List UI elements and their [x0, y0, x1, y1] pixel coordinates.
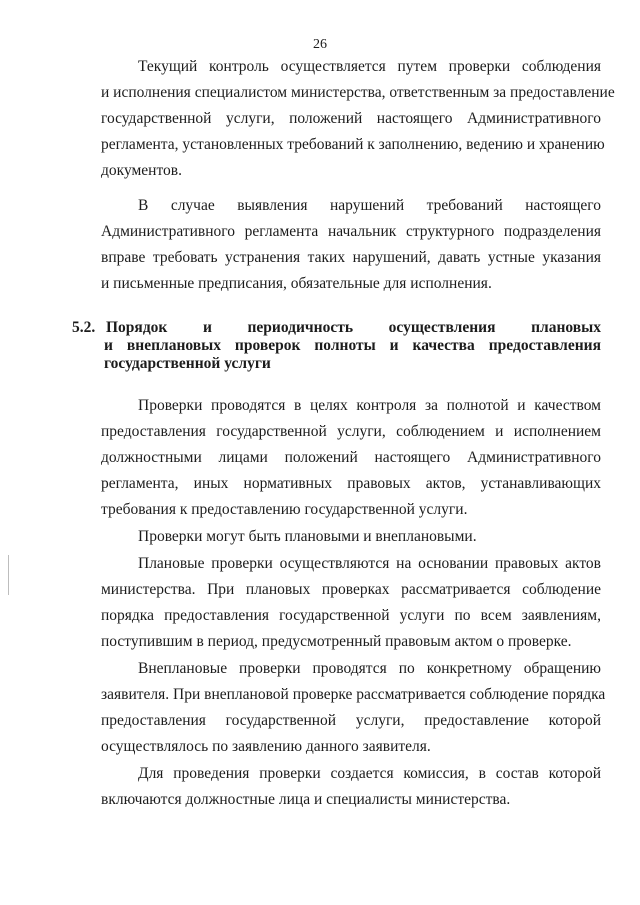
text-line: Проверки могут быть плановыми и внеплановыми.: [138, 528, 477, 545]
text-line: регламента, иных нормативных правовых актов, устанавливающих: [101, 475, 601, 492]
text-line: Проверки проводятся в целях контроля за полнотой и качеством: [138, 397, 601, 414]
page-content: [72, 54, 615, 813]
text-line: предоставления государственной услуги, предоставление которой: [101, 712, 601, 729]
paragraph-current-control: [101, 54, 615, 184]
text-line: государственной услуги, положений настоящего Административного: [101, 110, 601, 127]
text-line: вправе требовать устранения таких нарушений, давать устные указания: [101, 249, 601, 266]
heading-line: [36, 319, 601, 337]
text-line: и письменные предписания, обязательные для исполнения.: [101, 275, 492, 292]
heading-line: государственной услуги: [104, 355, 271, 372]
text-line: Для проведения проверки создается комиссия, в состав которой: [138, 765, 601, 782]
text-line: предоставления государственной услуги, соблюдением и исполнением: [101, 423, 601, 440]
text-line: министерства. При плановых проверках рассматривается соблюдение: [101, 581, 601, 598]
paragraph-violations: [101, 193, 601, 297]
page-number: 26: [313, 37, 327, 52]
paragraph-planned-checks: [101, 551, 601, 655]
paragraph-commission: [101, 761, 601, 813]
text-line: требования к предоставлению государственной услуги.: [101, 501, 468, 518]
text-line: Административного регламента начальник структурного подразделения: [101, 223, 601, 240]
section-number: 5.2.: [72, 319, 96, 336]
text-line: осуществлялось по заявлению данного заявителя.: [101, 738, 431, 755]
text-line: Текущий контроль осуществляется путем проверки соблюдения: [138, 58, 601, 75]
text-line: должностными лицами положений настоящего Административного: [101, 449, 601, 466]
paragraph-check-types: [101, 524, 601, 550]
paragraph-checks-purpose: [101, 393, 601, 523]
text-line: Плановые проверки осуществляются на основании правовых актов: [138, 555, 601, 572]
heading-line: и внеплановых проверок полноты и качества предоставления: [104, 337, 601, 354]
text-line: Внеплановые проверки проводятся по конкретному обращению: [138, 660, 601, 677]
text-line: документов.: [101, 162, 182, 179]
scan-margin-mark: [8, 555, 9, 595]
paragraph-unplanned-checks: [101, 656, 606, 760]
section-heading: [36, 319, 601, 373]
text-line: регламента, установленных требований к заполнению, ведению и хранению: [101, 136, 605, 153]
text-line: и исполнения специалистом министерства, ответственным за предоставление: [101, 84, 615, 101]
text-line: поступившим в период, предусмотренный правовым актом о проверке.: [101, 633, 572, 650]
text-line: порядка предоставления государственной услуги по всем заявлениям,: [101, 607, 601, 624]
text-line: включаются должностные лица и специалисты министерства.: [101, 791, 511, 808]
text-line: заявителя. При внеплановой проверке рассматривается соблюдение порядка: [101, 686, 606, 703]
heading-text: Порядок и периодичность осуществления плановых: [106, 319, 601, 336]
text-line: В случае выявления нарушений требований настоящего: [138, 197, 601, 214]
